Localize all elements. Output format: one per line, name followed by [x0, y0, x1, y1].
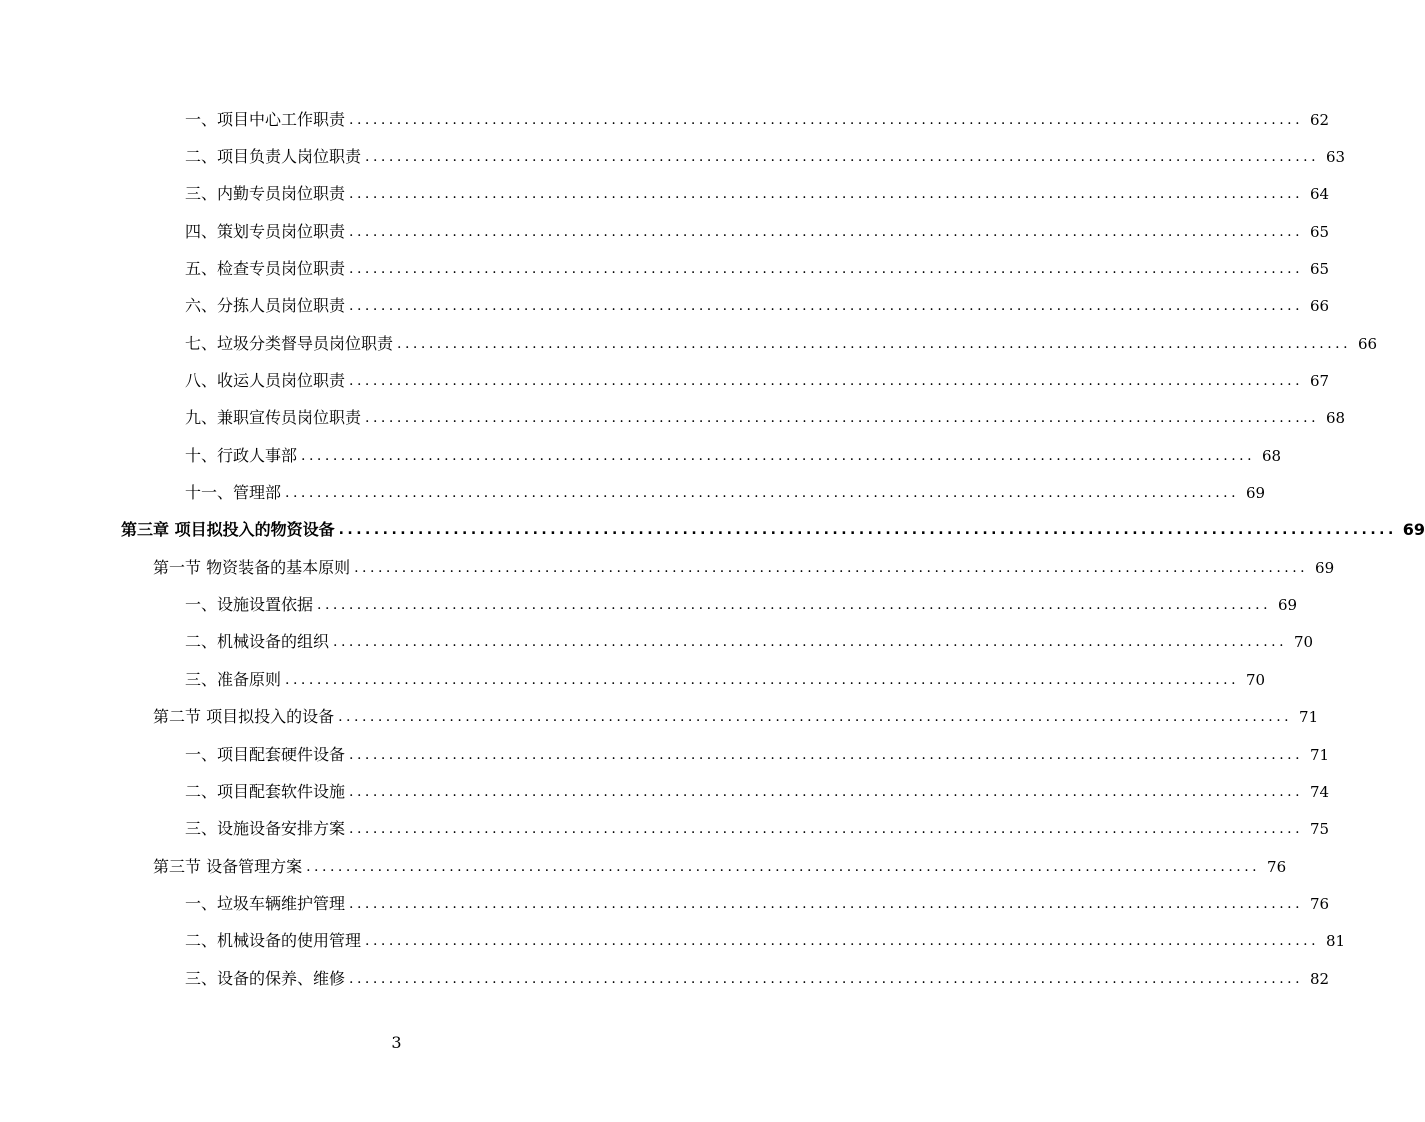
toc-entry-title: 二、机械设备的使用管理	[185, 931, 362, 951]
toc-entry-title: 第一节 物资装备的基本原则	[153, 557, 351, 577]
dot-leader: ........................................................................................................................	[349, 186, 1304, 203]
toc-entry[interactable]	[0, 437, 1282, 474]
toc-entry[interactable]	[0, 138, 1346, 175]
dot-leader: ........................................................................................................................	[365, 933, 1320, 950]
toc-entry[interactable]	[0, 362, 1330, 399]
dot-leader: ........................................................................................................................	[349, 970, 1304, 987]
toc-entry-title: 七、垃圾分类督导员岗位职责	[185, 333, 394, 353]
toc-entry-page: 62	[1309, 110, 1330, 129]
dot-leader: ........................................................................................................................	[349, 373, 1304, 390]
dot-leader: ........................................................................................................................	[397, 335, 1352, 352]
toc-entry-page: 65	[1309, 222, 1330, 241]
dot-leader: ........................................................................................................................	[333, 634, 1288, 651]
toc-entry-title: 十一、管理部	[185, 483, 282, 503]
dot-leader: ........................................................................................................................	[338, 709, 1293, 726]
toc-entry-page: 68	[1261, 446, 1282, 465]
dot-leader: ........................................................................................................................	[349, 821, 1304, 838]
dot-leader: ........................................................................................................................	[349, 111, 1304, 128]
toc-entry[interactable]	[0, 848, 1287, 885]
dot-leader: ........................................................................................................................	[365, 149, 1320, 166]
dot-leader: ........................................................................................................................	[285, 671, 1240, 688]
toc-entry[interactable]	[0, 811, 1330, 848]
toc-entry-title: 四、策划专员岗位职责	[185, 221, 346, 241]
dot-leader: ........................................................................................................................	[354, 559, 1309, 576]
toc-entry[interactable]	[0, 885, 1330, 922]
dot-leader: ........................................................................................................................	[349, 223, 1304, 240]
toc-entry[interactable]	[0, 549, 1335, 586]
dot-leader: ........................................................................................................................	[349, 895, 1304, 912]
dot-leader: ........................................................................................................................	[349, 746, 1304, 763]
toc-entry-title: 第三章 项目拟投入的物资设备	[121, 520, 335, 540]
toc-entry-page: 71	[1299, 708, 1319, 727]
dot-leader: ........................................................................................................................	[285, 485, 1240, 502]
dot-leader: ........................................................................................................................	[317, 597, 1272, 614]
toc-entry[interactable]	[0, 101, 1330, 138]
dot-leader: ........................................................................................................................	[301, 447, 1256, 464]
toc-entry-page: 66	[1309, 297, 1330, 316]
toc-entry-page: 69	[1315, 558, 1335, 577]
toc-entry[interactable]	[0, 400, 1346, 437]
toc-entry[interactable]	[0, 624, 1314, 661]
toc-entry[interactable]	[0, 288, 1330, 325]
table-of-contents	[0, 101, 1425, 997]
toc-entry-page: 66	[1357, 334, 1378, 353]
toc-entry-page: 70	[1245, 670, 1266, 689]
toc-entry[interactable]	[0, 960, 1330, 997]
toc-entry-title: 第三节 设备管理方案	[153, 856, 303, 876]
toc-entry-title: 六、分拣人员岗位职责	[185, 296, 346, 316]
toc-entry-page: 69	[1277, 596, 1298, 615]
dot-leader: ........................................................................................................................	[349, 298, 1304, 315]
dot-leader: ........................................................................................................................	[365, 410, 1320, 427]
toc-entry[interactable]	[0, 250, 1330, 287]
toc-entry-title: 九、兼职宣传员岗位职责	[185, 408, 362, 428]
toc-entry-page: 82	[1309, 969, 1330, 988]
toc-entry-title: 一、垃圾车辆维护管理	[185, 893, 346, 913]
toc-entry-title: 三、准备原则	[185, 669, 282, 689]
toc-entry-page: 74	[1309, 782, 1330, 801]
toc-entry[interactable]	[0, 213, 1330, 250]
toc-entry[interactable]	[0, 736, 1330, 773]
toc-entry-title: 三、设备的保养、维修	[185, 968, 346, 988]
toc-entry-title: 二、机械设备的组织	[185, 632, 330, 652]
toc-entry-title: 三、内勤专员岗位职责	[185, 184, 346, 204]
toc-entry-title: 第二节 项目拟投入的设备	[153, 707, 335, 727]
toc-entry[interactable]	[0, 773, 1330, 810]
toc-entry[interactable]	[0, 923, 1346, 960]
toc-entry[interactable]	[0, 661, 1266, 698]
toc-entry[interactable]	[0, 512, 1425, 549]
toc-entry-page: 64	[1309, 185, 1330, 204]
toc-entry-page: 76	[1309, 894, 1330, 913]
toc-entry-page: 76	[1267, 857, 1287, 876]
toc-entry-title: 五、检查专员岗位职责	[185, 259, 346, 279]
toc-entry-page: 69	[1245, 484, 1266, 503]
toc-entry[interactable]	[0, 325, 1378, 362]
toc-entry-title: 八、收运人员岗位职责	[185, 371, 346, 391]
toc-entry[interactable]	[0, 699, 1319, 736]
toc-entry-title: 二、项目负责人岗位职责	[185, 147, 362, 167]
toc-entry-page: 67	[1309, 372, 1330, 391]
toc-entry-title: 三、设施设备安排方案	[185, 819, 346, 839]
toc-entry-title: 二、项目配套软件设施	[185, 781, 346, 801]
toc-entry[interactable]	[0, 586, 1298, 623]
toc-entry-title: 一、项目配套硬件设备	[185, 744, 346, 764]
toc-entry-title: 十、行政人事部	[185, 445, 298, 465]
dot-leader: ........................................................................................................................	[349, 261, 1304, 278]
toc-entry-page: 63	[1325, 148, 1346, 167]
page-number: 3	[391, 1033, 402, 1052]
toc-entry-page: 75	[1309, 820, 1330, 839]
dot-leader: ........................................................................................................................	[306, 858, 1261, 875]
toc-entry-page: 71	[1309, 745, 1330, 764]
toc-entry-title: 一、设施设置依据	[185, 595, 314, 615]
dot-leader: ........................................................................................................................	[349, 783, 1304, 800]
toc-entry[interactable]	[0, 474, 1266, 511]
toc-entry-page: 65	[1309, 260, 1330, 279]
toc-entry-page: 68	[1325, 409, 1346, 428]
toc-entry-title: 一、项目中心工作职责	[185, 109, 346, 129]
toc-entry-page: 69	[1402, 520, 1425, 540]
toc-entry-page: 81	[1325, 932, 1346, 951]
toc-entry-page: 70	[1293, 633, 1314, 652]
dot-leader: ........................................................................................................................	[338, 522, 1397, 539]
toc-entry[interactable]	[0, 176, 1330, 213]
